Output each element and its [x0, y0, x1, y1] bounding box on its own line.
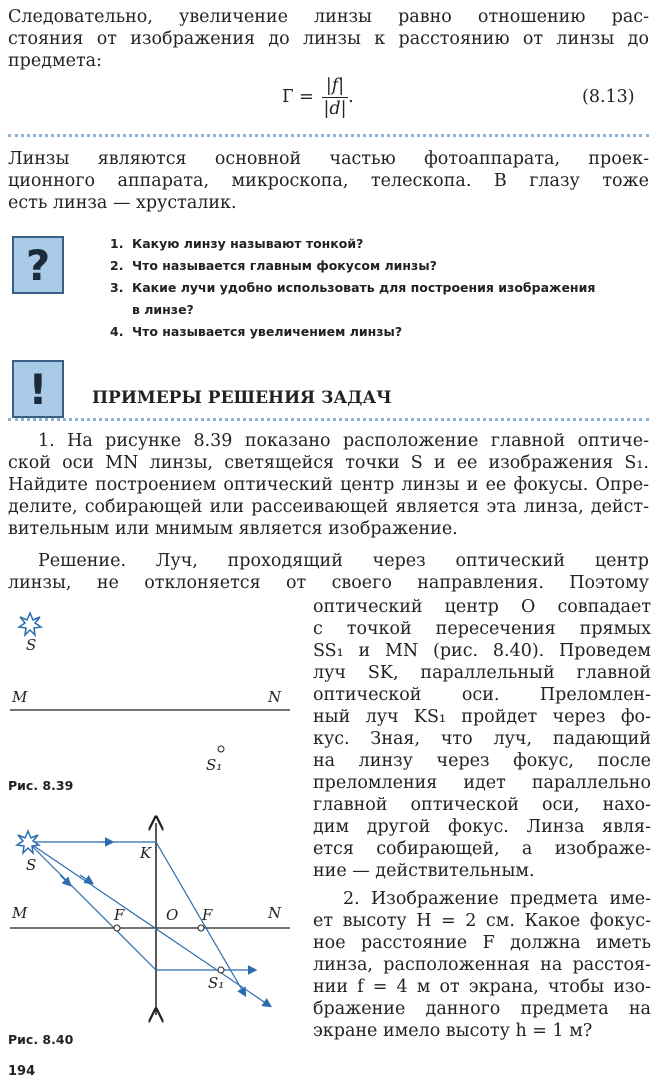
exclamation-icon: !	[12, 360, 64, 418]
fig840-label-n: N	[268, 904, 282, 922]
fig839-caption: Рис. 8.39	[8, 778, 74, 793]
question-mark-icon: ?	[12, 236, 64, 294]
ray-through-focus	[28, 842, 156, 970]
formula-tail: .	[348, 87, 354, 107]
problem2-line: 2. Изображение предмета име-	[343, 889, 651, 909]
question-item: в линзе?	[132, 302, 194, 317]
problem1-line-1: 1. На рисунке 8.39 показано расположение главной оптиче-	[38, 431, 649, 451]
solution-col-line: ние — действительным.	[313, 861, 535, 881]
formula-lhs: Г =	[282, 87, 314, 107]
figure-8-39	[0, 600, 300, 800]
fig840-caption: Рис. 8.40	[8, 1032, 74, 1047]
fig840-label-o: O	[166, 906, 179, 924]
fig839-label-m: M	[12, 688, 28, 706]
solution-col-line: ется собирающей, а изображе-	[313, 839, 651, 859]
ray-through-center	[28, 842, 270, 1006]
problem1-line-5: вительным или мнимым является изображение.	[8, 519, 458, 539]
heading-divider	[8, 418, 649, 421]
image-point	[218, 746, 224, 752]
lens-note-line-1: Линзы являются основной частью фотоаппарата, проек-	[8, 149, 649, 169]
fig839-label-s1: S₁	[206, 756, 223, 774]
formula	[282, 72, 354, 122]
fig840-label-k: K	[140, 844, 152, 862]
solution-col-line: дим другой фокус. Линза явля-	[313, 817, 651, 837]
section-divider	[8, 134, 649, 137]
fig840-label-s: S	[26, 856, 37, 874]
solution-col-line: SS₁ и MN (рис. 8.40). Проведем	[313, 641, 651, 661]
solution-col-line: оптической оси. Преломлен-	[313, 685, 651, 705]
formula-numerator: |f|	[322, 75, 348, 98]
fig840-label-f-left: F	[114, 906, 125, 924]
problem2-line: линза, расположенная на расстоя-	[313, 955, 651, 975]
solution-col-line: преломления идет параллельно	[313, 773, 651, 793]
intro-line-3: предмета:	[8, 51, 102, 71]
formula-number: (8.13)	[582, 87, 635, 107]
solution-col-line: на линзу через фокус, после	[313, 751, 651, 771]
ray-arrow	[60, 875, 70, 885]
problem2-line: нии f = 4 м от экрана, чтобы изо-	[313, 977, 651, 997]
solution-col-line: кус. Зная, что луч, падающий	[313, 729, 651, 749]
problem2-line: бражение данного предмета на	[313, 999, 651, 1019]
fig839-label-n: N	[268, 688, 282, 706]
light-source-icon	[19, 613, 41, 635]
intro-line-2: стояния от изображения до линзы к расстоянию от линзы до	[8, 29, 649, 49]
question-item: 1. Какую линзу называют тонкой?	[110, 236, 364, 251]
lens-note-line-2: ционного аппарата, микроскопа, телескопа. В глазу тоже	[8, 171, 649, 191]
solution-line-2: линзы, не отклоняется от своего направления. Поэтому	[8, 573, 649, 593]
focus-point-right	[198, 925, 204, 931]
solution-col-line: главной оптической оси, нахо-	[313, 795, 651, 815]
question-item: 2. Что называется главным фокусом линзы?	[110, 258, 437, 273]
examples-heading: ПРИМЕРЫ РЕШЕНИЯ ЗАДАЧ	[92, 388, 392, 408]
lens-note-line-3: есть линза — хрусталик.	[8, 193, 237, 213]
focus-point-left	[114, 925, 120, 931]
question-item: 4. Что называется увеличением линзы?	[110, 324, 403, 339]
solution-col-line: ный луч KS₁ пройдет через фо-	[313, 707, 651, 727]
fig840-label-m: M	[12, 904, 28, 922]
fig839-label-s: S	[26, 636, 37, 654]
fig840-label-f-right: F	[202, 906, 213, 924]
question-item: 3. Какие лучи удобно использовать для построения изображения	[110, 280, 596, 295]
formula-fraction	[322, 75, 348, 120]
fig840-label-s1: S₁	[208, 974, 225, 992]
solution-col-line: с точкой пересечения прямых	[313, 619, 651, 639]
problem1-line-2: ской оси MN линзы, светящейся точки S и ее изображения S₁.	[8, 453, 649, 473]
intro-line-1: Следовательно, увеличение линзы равно отношению рас-	[8, 7, 649, 27]
problem2-line: ное расстояние F должна иметь	[313, 933, 651, 953]
solution-col-line: оптический центр O совпадает	[313, 597, 651, 617]
page-number: 194	[8, 1064, 36, 1079]
problem2-line: экране имело высоту h = 1 м?	[313, 1021, 593, 1041]
image-point	[218, 967, 224, 973]
problem1-line-4: делите, собирающей или рассеивающей является эта линза, дейст-	[8, 497, 649, 517]
formula-denominator: |d|	[323, 98, 347, 119]
solution-col-line: луч SK, параллельный главной	[313, 663, 651, 683]
problem1-line-3: Найдите построением оптический центр линзы и ее фокусы. Опре-	[8, 475, 649, 495]
problem2-line: ет высоту H = 2 см. Какое фокус-	[313, 911, 651, 931]
solution-line-1: Решение. Луч, проходящий через оптический центр	[38, 551, 649, 571]
